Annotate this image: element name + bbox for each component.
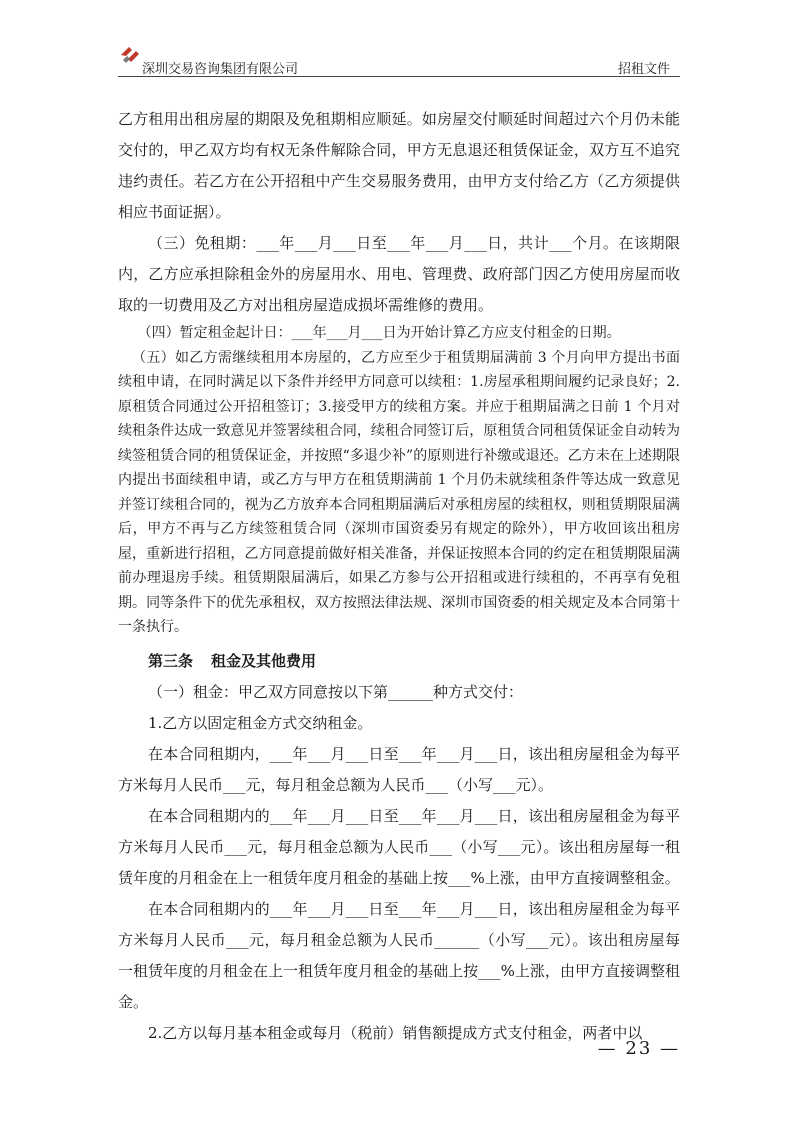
paragraph: （一）租金：甲乙双方同意按以下第______种方式交付： [148,682,524,701]
paragraph: （五）如乙方需继续租用本房屋的，乙方应至少于租赁期届满前 3 个月向甲方提出书面续租申请，在同时满足以下条件并经甲方同意可以续租：1.房屋承租期间履约记录良好；2.原租赁合同通过公开招租签订；3.接受甲方的续租方案。并应于租期届满之日前 1 个月对续租条件达成一致意见并签署续租合同，续租合同签订后，原租赁合同租赁保证金自动转为续签租赁合同的租赁保证金，并按照“多退少补”的原则进行补缴或退还。乙方未在上述期限内提出书面续租申请，或乙方与甲方在租赁期满前 1 个月仍未就续租条件等达成一致意见并签订续租合同的，视为乙方放弃本合同租期届满后对承租房屋的续租权，则租赁期限届满后，甲方不再与乙方续签租赁合同（深圳市国资委另有规定的除外），甲方收回该出租房屋，重新进行招租，乙方同意提前做好相关准备，并保证按照本合同的约定在租赁期限届满前办理退房手续。租赁期限届满后，如果乙方参与公开招租或进行续租的，不再享有免租期。同等条件下的优先承租权，双方按照法律法规、深圳市国资委的相关规定及本合同第十一条执行。 [118,349,680,635]
paragraph: 在本合同租期内的___年___月___日至___年___月___日，该出租房屋租金为每平方米每月人民币___元，每月租金总额为人民币______（小写___元）。该出租房屋每一租赁年度的月租金在上一租赁年度月租金的基础上按___%上涨，由甲方直接调整租金。 [118,899,680,1011]
company-logo-icon [118,42,142,66]
paragraph: 2.乙方以每月基本租金或每月（税前）销售额提成方式支付租金，两者中以 [148,1023,643,1042]
page-header [118,38,680,77]
article-title: 租金及其他费用 [211,651,317,670]
document-body [118,104,680,1049]
paragraph: 在本合同租期内的___年___月___日至___年___月___日，该出租房屋租金为每平方米每月人民币___元，每月租金总额为人民币___（小写___元）。该出租房屋每一租赁年度的月租金在上一租赁年度月租金的基础上按___%上涨，由甲方直接调整租金。 [118,806,680,887]
page-number: — 23 — [597,1038,680,1059]
paragraph: 在本合同租期内，___年___月___日至___年___月___日，该出租房屋租金为每平方米每月人民币___元，每月租金总额为人民币___（小写___元）。 [118,744,680,794]
article-heading [118,646,680,677]
document-type: 招租文件 [617,62,670,77]
paragraph: 乙方租用出租房屋的期限及免租期相应顺延。如房屋交付顺延时间超过六个月仍未能交付的，甲乙双方均有权无条件解除合同，甲方无息退还租赁保证金，双方互不追究违约责任。若乙方在公开招租中产生交易服务费用，由甲方支付给乙方（乙方须提供相应书面证据）。 [118,110,680,221]
company-name: 深圳交易咨询集团有限公司 [142,62,299,77]
paragraph: （四）暂定租金起计日：___年___月___日为开始计算乙方应支付租金的日期。 [137,325,621,341]
paragraph: （三）免租期：___年___月___日至___年___月___日，共计___个月。在该期限内，乙方应承担除租金外的房屋用水、用电、管理费、政府部门因乙方使用房屋而收取的一切费用及乙方对出租房屋造成损坏需维修的费用。 [118,234,680,314]
article-number: 第三条 [148,651,194,670]
paragraph: 1.乙方以固定租金方式交纳租金。 [148,713,373,732]
